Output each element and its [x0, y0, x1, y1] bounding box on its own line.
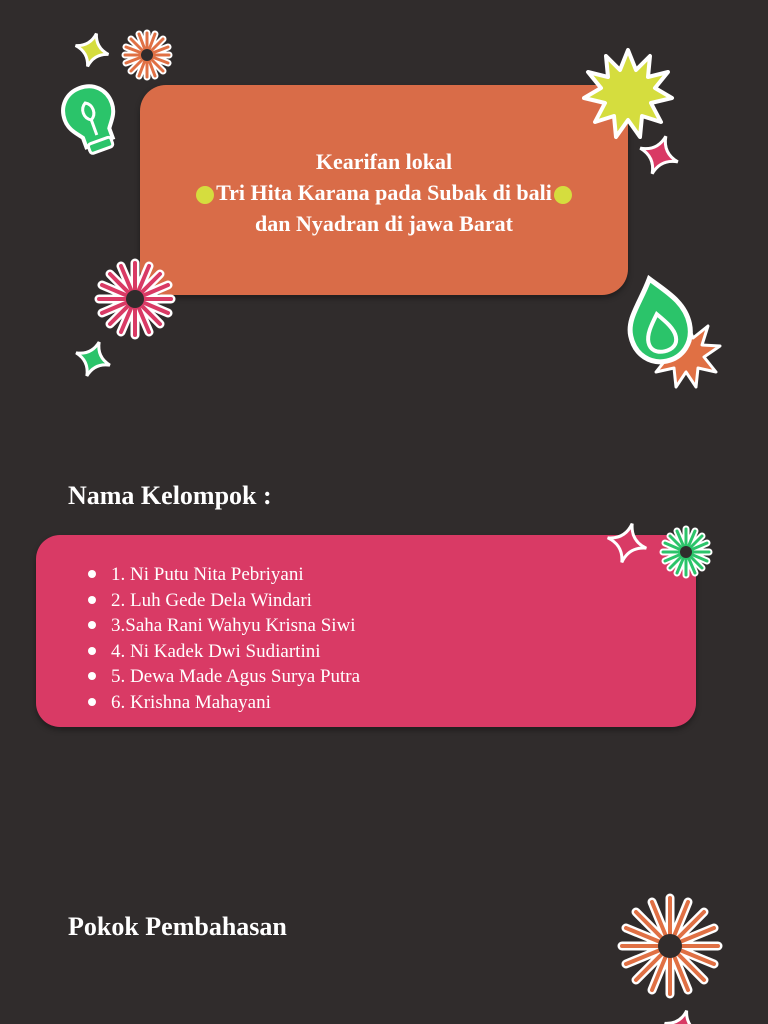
sun-burst-icon — [580, 46, 676, 142]
firework-icon — [614, 890, 726, 1002]
sparkle-icon — [636, 132, 682, 178]
list-item: 5. Dewa Made Agus Surya Putra — [88, 664, 360, 690]
firework-icon — [658, 524, 714, 580]
topics-heading: Pokok Pembahasan — [68, 912, 287, 941]
flame-icon — [620, 274, 696, 366]
list-item: 3.Saha Rani Wahyu Krisna Siwi — [88, 613, 360, 639]
sparkle-icon — [72, 338, 114, 380]
title-line-1: Kearifan lokal — [315, 149, 453, 174]
title-line-3: dan Nyadran di jawa Barat — [255, 211, 513, 236]
list-item: 4. Ni Kadek Dwi Sudiartini — [88, 639, 360, 665]
members-list — [88, 562, 360, 716]
list-item: 6. Krishna Mahayani — [88, 690, 360, 716]
list-item: 2. Luh Gede Dela Windari — [88, 588, 360, 614]
sparkle-icon — [604, 520, 650, 566]
starburst-icon — [120, 28, 174, 82]
firework-icon — [92, 256, 178, 342]
sparkle-icon — [72, 30, 112, 70]
members-heading: Nama Kelompok : — [68, 481, 272, 510]
lightbulb-icon — [60, 80, 122, 158]
sparkle-icon — [662, 1004, 702, 1024]
list-item: 1. Ni Putu Nita Pebriyani — [88, 562, 360, 588]
title-line-2: Tri Hita Karana pada Subak di bali — [216, 180, 552, 205]
yellow-dot-left — [196, 186, 214, 204]
yellow-dot-right — [554, 186, 572, 204]
